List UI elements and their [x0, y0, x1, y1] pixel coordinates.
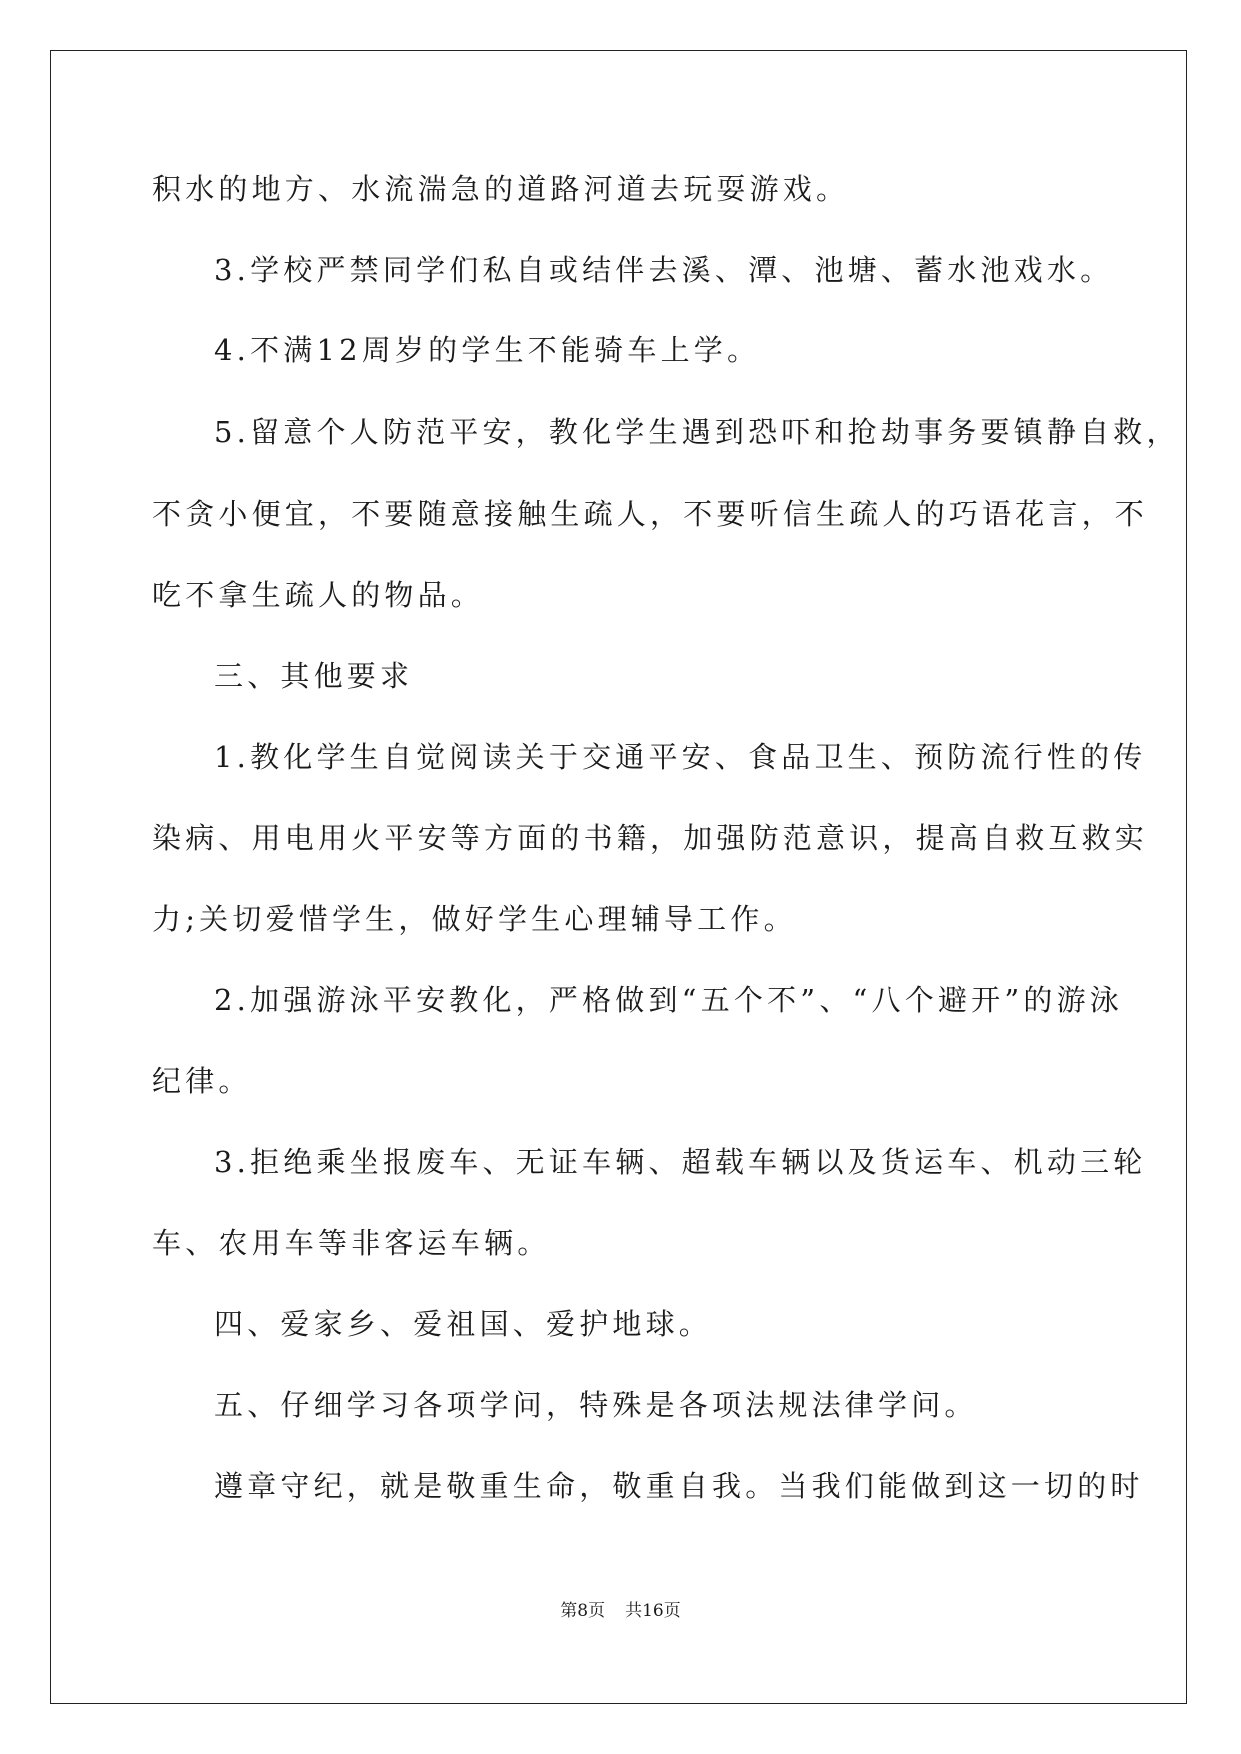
text-line: 4.不满12周岁的学生不能骑车上学。 [214, 333, 761, 367]
section-heading: 三、其他要求 [214, 659, 414, 693]
text-line: 不贪小便宜，不要随意接触生疏人，不要听信生疏人的巧语花言，不 [152, 497, 1149, 531]
page-border [50, 50, 1187, 1704]
text-line: 吃不拿生疏人的物品。 [152, 578, 485, 612]
text-line: 3.拒绝乘坐报废车、无证车辆、超载车辆以及货运车、机动三轮 [214, 1145, 1147, 1179]
page-total: 共16页 [625, 1601, 681, 1621]
text-line: 纪律。 [152, 1064, 252, 1098]
page-number: 第8页 [560, 1601, 606, 1621]
text-line: 3.学校严禁同学们私自或结伴去溪、潭、池塘、蓄水池戏水。 [214, 253, 1114, 287]
text-line: 5.留意个人防范平安，教化学生遇到恐吓和抢劫事务要镇静自救， [214, 415, 1180, 449]
section-heading: 五、仔细学习各项学问，特殊是各项法规法律学问。 [214, 1388, 978, 1422]
text-line: 染病、用电用火平安等方面的书籍，加强防范意识，提高自救互救实 [152, 821, 1149, 855]
text-line: 1.教化学生自觉阅读关于交通平安、食品卫生、预防流行性的传 [214, 740, 1147, 774]
text-line: 2.加强游泳平安教化，严格做到“五个不”、“八个避开”的游泳 [214, 983, 1123, 1017]
section-heading: 四、爱家乡、爱祖国、爱护地球。 [214, 1307, 713, 1341]
text-line: 积水的地方、水流湍急的道路河道去玩耍游戏。 [152, 172, 850, 206]
text-line: 车、农用车等非客运车辆。 [152, 1226, 551, 1260]
page-footer [0, 1596, 1241, 1621]
text-line: 遵章守纪，就是敬重生命，敬重自我。当我们能做到这一切的时 [214, 1469, 1144, 1503]
text-line: 力;关切爱惜学生，做好学生心理辅导工作。 [152, 902, 797, 936]
